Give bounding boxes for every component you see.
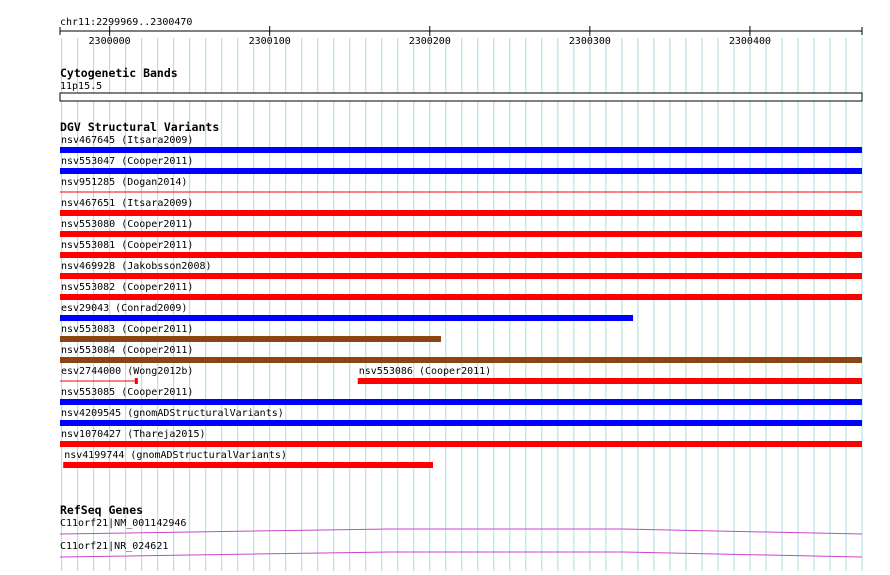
sv-feature[interactable] <box>60 240 862 258</box>
sv-feature-bar[interactable] <box>60 168 862 174</box>
sv-feature[interactable] <box>60 135 862 153</box>
sv-feature[interactable] <box>60 261 862 279</box>
ruler-tick-label: 2300200 <box>408 36 451 47</box>
sv-feature-label: nsv467651 (Itsara2009) <box>61 198 194 209</box>
sv-feature-bar[interactable] <box>63 462 433 468</box>
sv-feature[interactable] <box>60 324 441 342</box>
sv-feature-bar[interactable] <box>60 210 862 216</box>
sv-feature-bar[interactable] <box>60 147 862 153</box>
ruler-tick-label: 2300400 <box>728 36 772 47</box>
sv-feature-end <box>135 378 138 384</box>
gene-feature-label: C11orf21|NR_024621 <box>60 541 169 552</box>
sv-feature-label: nsv469928 (Jakobsson2008) <box>61 261 212 272</box>
refseq-features <box>60 518 862 557</box>
sv-feature-label: nsv951285 (Dogan2014) <box>61 177 188 188</box>
ruler-tick-label: 2300300 <box>568 36 611 47</box>
ruler-tick-label: 2300000 <box>88 36 131 47</box>
ruler-tick-label: 2300100 <box>248 36 291 47</box>
sv-feature[interactable] <box>60 345 862 363</box>
sv-feature-label: nsv467645 (Itsara2009) <box>61 135 194 146</box>
sv-feature-label: nsv553085 (Cooper2011) <box>61 387 194 398</box>
sv-feature-label: nsv553083 (Cooper2011) <box>61 324 194 335</box>
sv-feature-bar[interactable] <box>60 399 862 405</box>
sv-feature-label: nsv553082 (Cooper2011) <box>61 282 194 293</box>
sv-feature-bar[interactable] <box>358 378 862 384</box>
sv-feature[interactable] <box>60 303 633 321</box>
cytoband-label: 11p15.5 <box>60 81 103 92</box>
gene-intron-line[interactable] <box>60 552 862 557</box>
sv-feature-bar[interactable] <box>60 420 862 426</box>
sv-feature-bar[interactable] <box>60 252 862 258</box>
sv-feature[interactable] <box>60 408 862 426</box>
sv-feature-label: nsv553047 (Cooper2011) <box>61 156 194 167</box>
sv-feature[interactable] <box>358 366 862 384</box>
sv-feature-label: nsv1070427 (Thareja2015) <box>61 429 206 440</box>
sv-feature[interactable] <box>63 450 433 468</box>
dgv-features <box>60 135 862 468</box>
cytoband-track-title: Cytogenetic Bands <box>60 66 178 80</box>
sv-feature-bar[interactable] <box>60 336 441 342</box>
sv-feature[interactable] <box>60 198 862 216</box>
gene-feature-label: C11orf21|NM_001142946 <box>60 518 187 529</box>
sv-feature[interactable] <box>60 387 862 405</box>
sv-feature-label: nsv4199744 (gnomADStructuralVariants) <box>64 450 287 461</box>
sv-feature[interactable] <box>60 156 862 174</box>
gene-feature[interactable] <box>60 541 862 557</box>
sv-feature-label: nsv553081 (Cooper2011) <box>61 240 194 251</box>
sv-feature-bar[interactable] <box>60 357 862 363</box>
sv-feature-bar[interactable] <box>60 441 862 447</box>
refseq-track-title: RefSeq Genes <box>60 503 144 517</box>
sv-feature[interactable] <box>60 219 862 237</box>
sv-feature-label: nsv553080 (Cooper2011) <box>61 219 194 230</box>
sv-feature-label: nsv553084 (Cooper2011) <box>61 345 194 356</box>
dgv-track-title: DGV Structural Variants <box>60 120 220 134</box>
sv-feature[interactable] <box>60 177 862 192</box>
sv-feature-label: nsv4209545 (gnomADStructuralVariants) <box>61 408 284 419</box>
cytoband-bar[interactable] <box>60 93 862 101</box>
sv-feature-bar[interactable] <box>60 231 862 237</box>
sv-feature-bar[interactable] <box>60 315 633 321</box>
sv-feature[interactable] <box>60 282 862 300</box>
gene-feature[interactable] <box>60 518 862 534</box>
sv-feature-label: nsv553086 (Cooper2011) <box>358 366 492 377</box>
position-label: chr11:2299969..2300470 <box>60 17 193 28</box>
sv-feature-label: esv2744000 (Wong2012b) <box>61 366 194 377</box>
sv-feature-bar[interactable] <box>60 294 862 300</box>
gene-intron-line[interactable] <box>60 529 862 534</box>
sv-feature-bar[interactable] <box>60 273 862 279</box>
ruler-ticks <box>89 26 771 47</box>
sv-feature[interactable] <box>60 429 862 447</box>
sv-feature-label: esv29043 (Conrad2009) <box>61 303 188 314</box>
